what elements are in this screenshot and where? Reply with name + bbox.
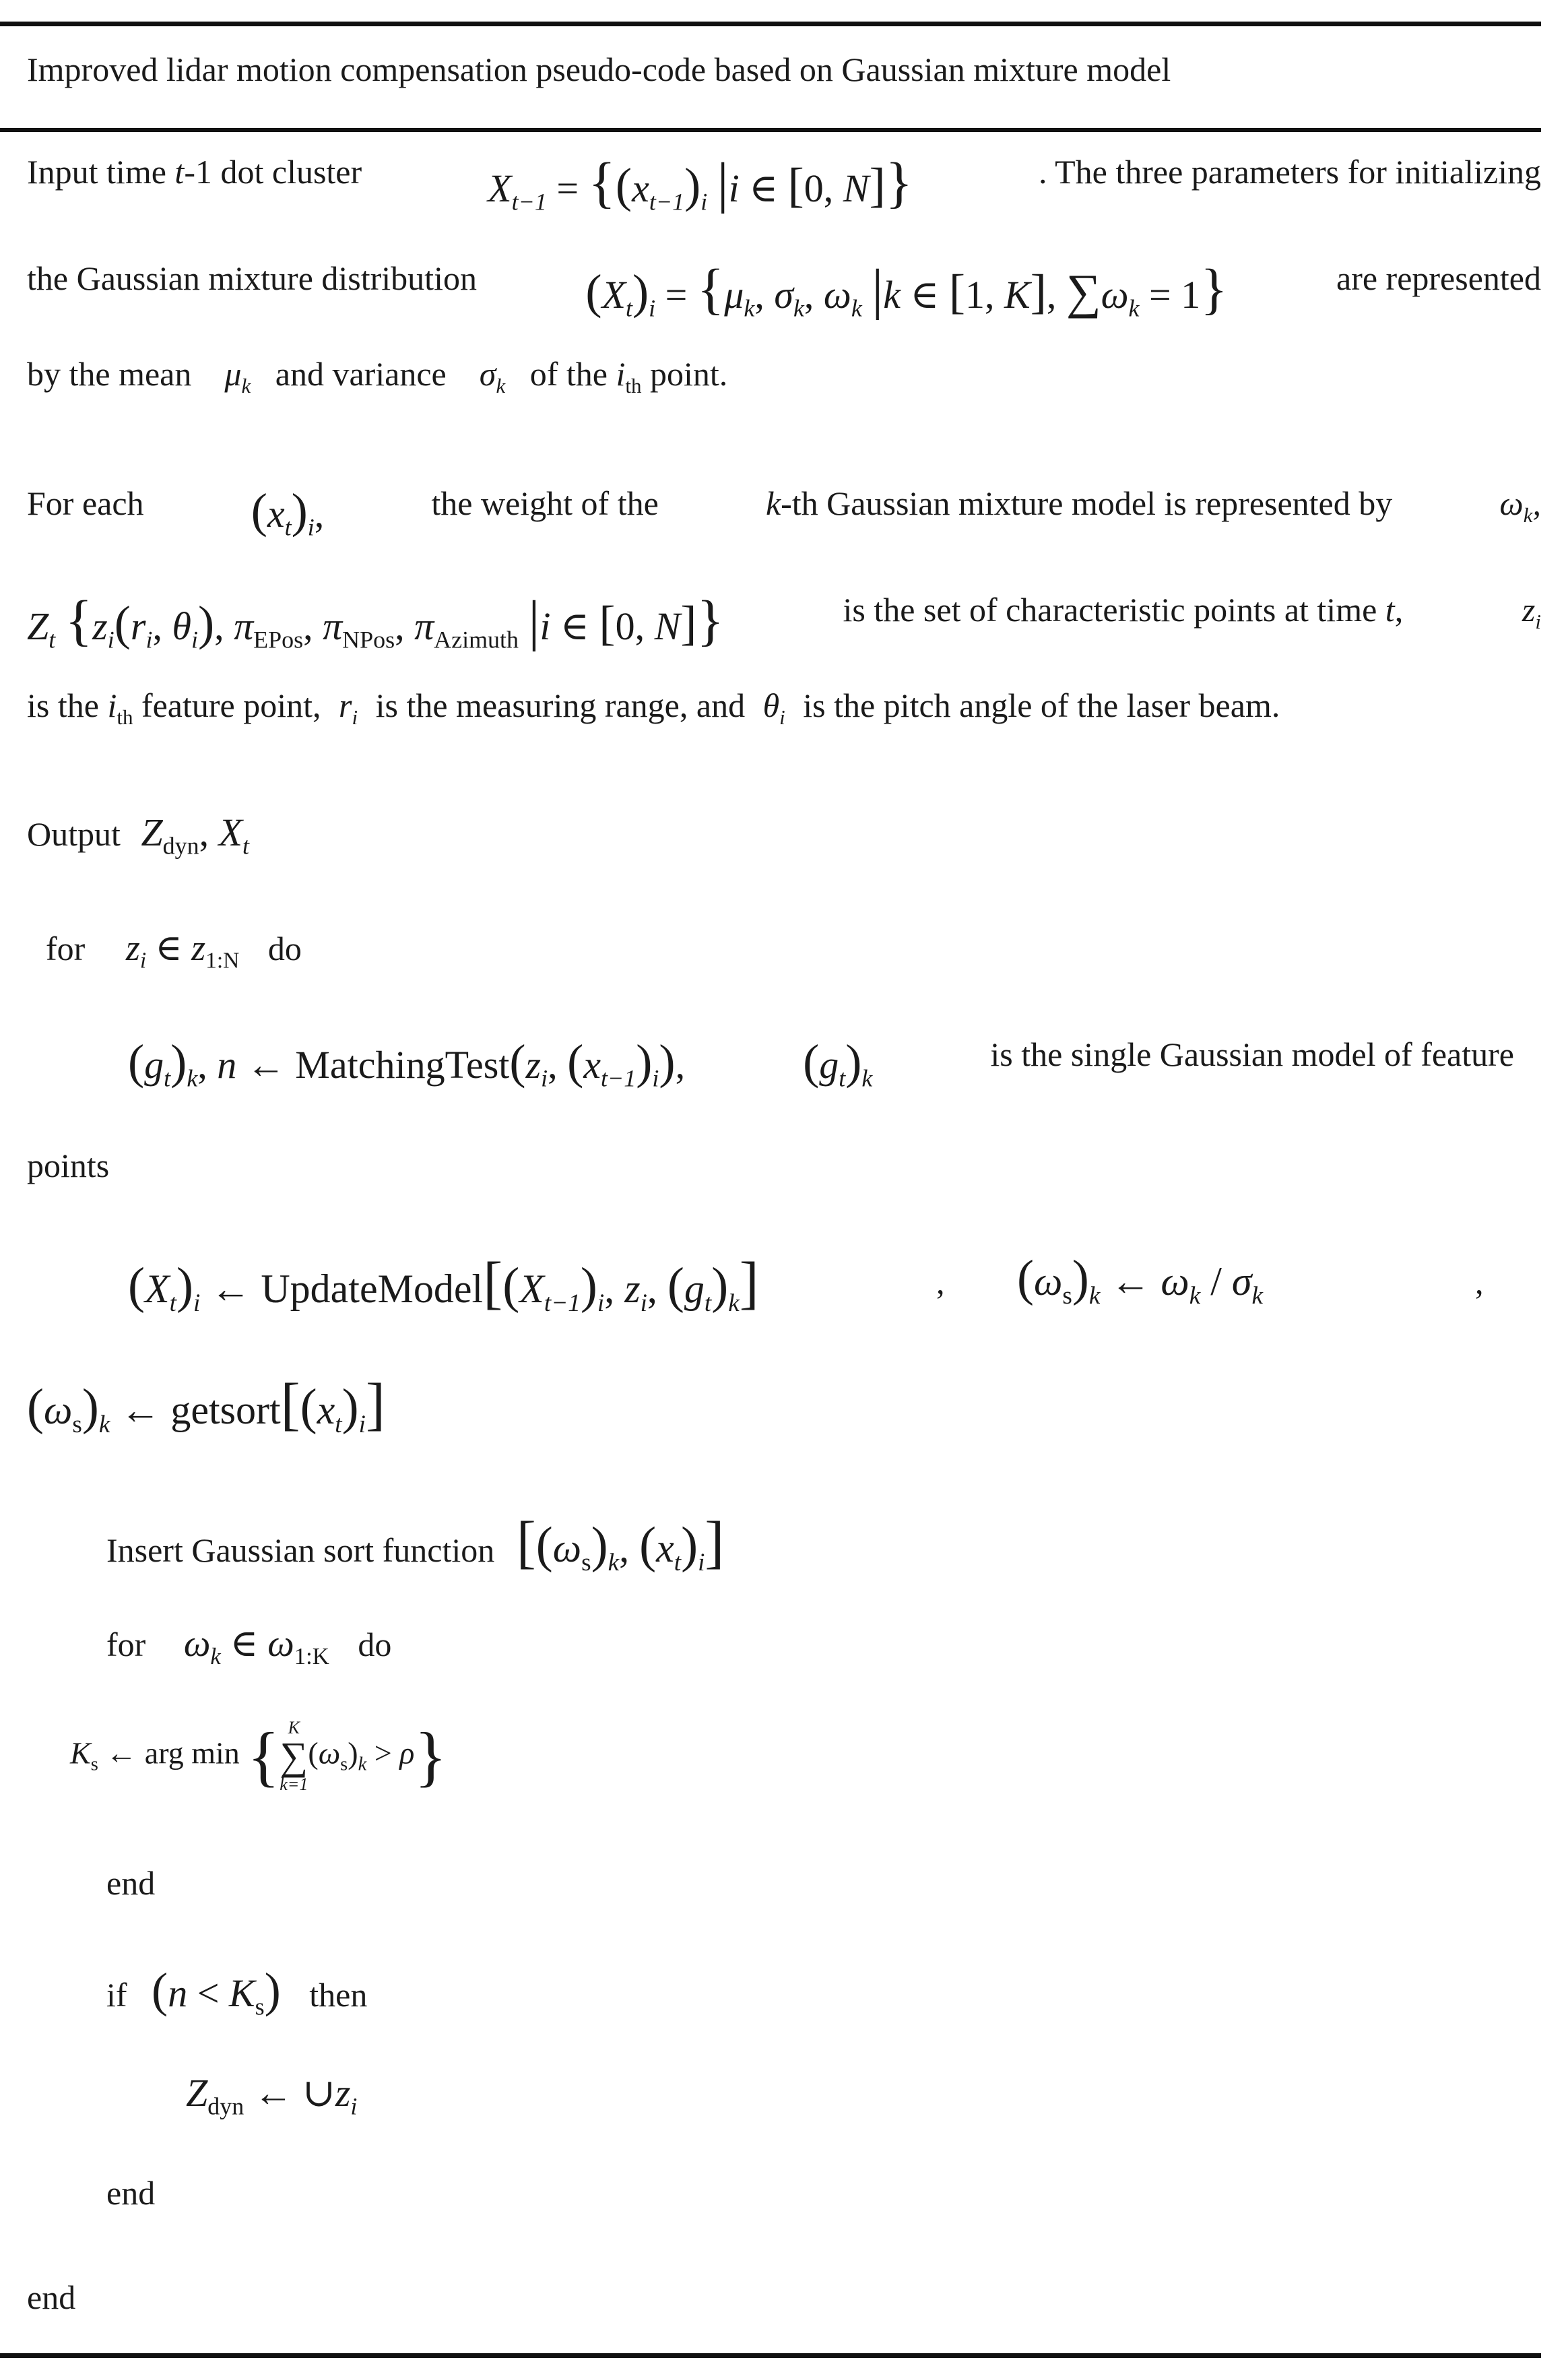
foreach-line-1: For each $(x_t)_i$, the weight of the k-th Gaussian mixture model is represented by $\omega_k$,	[27, 483, 1541, 541]
input-line-1: Input time t-1 dot cluster $X_{t-1} = \{(x_{t-1})_i$ |i ∈ [0, N]} . The three parameters for initializing	[27, 152, 1541, 216]
foreach-line-3: is the $i_{th}$ feature point, $r_i$ is the measuring range, and $\theta_i$ is the pitch angle of the laser beam.	[27, 686, 1280, 729]
getsort-line: $(\omega_s)_k$ ← $getsort[(x_t)_i]$	[27, 1371, 385, 1439]
title-rule	[0, 128, 1541, 132]
matching-line: $(g_t)_k$, n ← $MatchingTest(z_i$, $(x_{t-1})_i$), $(g_t)_k$ is the single Gaussian model of feature	[128, 1034, 1514, 1092]
insert-line: Insert Gaussian sort function [$(\omega_s)_k$, $(x_t)_i$]	[106, 1509, 725, 1577]
title-text: Improved lidar motion compensation pseudo-code based on Gaussian mixture model	[27, 51, 1171, 88]
if-line: if $(n < K_s)$ then	[106, 1962, 368, 2020]
top-rule	[0, 22, 1541, 26]
gmm-formula: $(X_t)_i = \{\mu_k$, $\sigma_k$, $\omega_k$ |k ∈ [1, K], $\sum\omega_k = 1$}	[585, 258, 1228, 322]
input-line-3: by the mean $\mu_k$ and variance $\sigma_k$ of the $i_{th}$ point.	[27, 355, 728, 397]
input-line-2: the Gaussian mixture distribution $(X_t)_i = \{\mu_k$, $\sigma_k$, $\omega_k$ |k ∈ [1, K], $\sum\omega_k = 1$} are represented	[27, 258, 1541, 322]
inner-for-line: for $\omega_k$ ∈ $\omega_{1:K}$ do	[106, 1623, 392, 1670]
zdyn-line: $Z_{dyn}$ ← $\cup z_i$	[186, 2071, 358, 2120]
update-line: $(X_t)_i$ ← $UpdateModel[(X_{t-1})_i$, $z_i$, $(g_t)_k$] , $(\omega_s)_k$ ← $\omega_k / \sigma_k$ ,	[128, 1250, 1484, 1318]
end-inner-for: end	[106, 1864, 156, 1902]
outer-for-line: for $z_i$ ∈ $z_{1:N}$ do	[46, 928, 302, 973]
foreach-line-2: $Z_t$ {$z_i(r_i$, $\theta_i$), $\pi_{EPos}$, $\pi_{NPos}$, $\pi_{Azimuth}$ |i ∈ [0, N]} is the set of characteristic points at time t, $z_i$	[27, 589, 1541, 653]
table-title	[27, 53, 1171, 86]
matching-line-cont: points	[27, 1147, 110, 1184]
end-if: end	[106, 2174, 156, 2212]
bottom-rule	[0, 2353, 1541, 2358]
input-formula: $X_{t-1} = \{(x_{t-1})_i$ |i ∈ [0, N]}	[488, 152, 913, 216]
end-outer-for: end	[27, 2278, 76, 2316]
argmin-line: $K_s$ ← arg min { K ∑ k=1 $(\omega_s)_k > \rho$}	[70, 1718, 447, 1794]
output-line: Output $Z_{dyn}$, $X_t$	[27, 810, 250, 860]
